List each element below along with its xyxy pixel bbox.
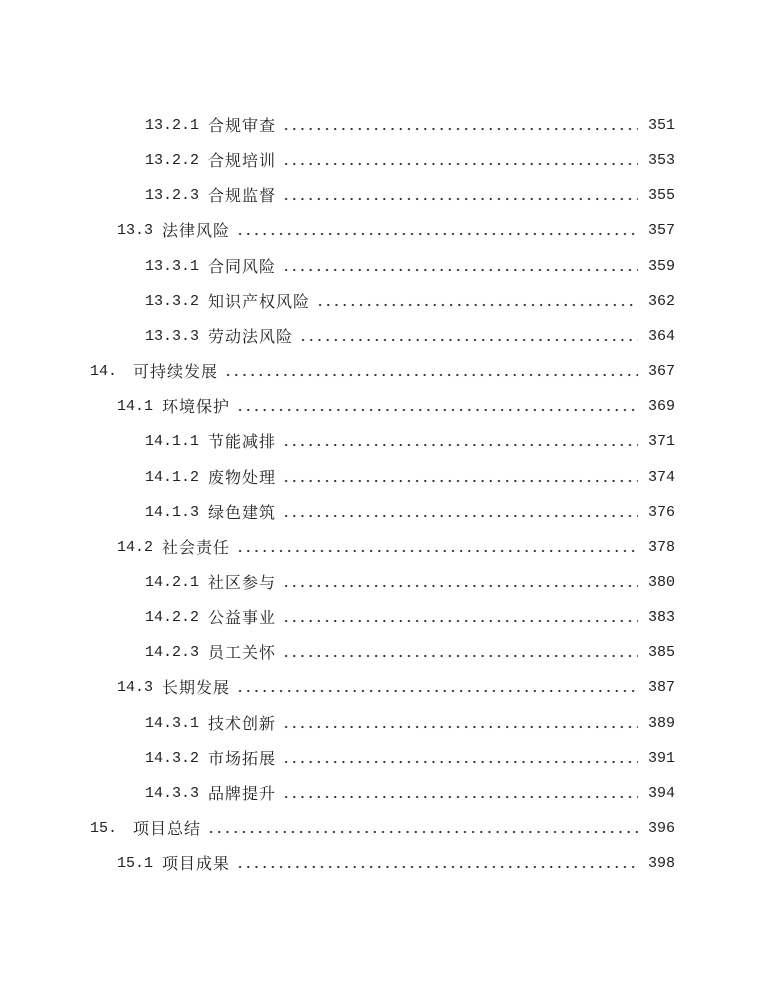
toc-entry-title: 合规培训	[208, 151, 277, 171]
toc-entry-title: 合同风险	[208, 256, 277, 276]
toc-entry	[117, 852, 675, 874]
dot-leader	[282, 479, 638, 483]
toc-entry	[145, 184, 675, 206]
dot-leader	[236, 865, 638, 869]
toc-entry-title: 知识产权风险	[208, 291, 311, 311]
toc-entry-number: 14.3.1	[145, 714, 200, 732]
toc-entry-title: 合规审查	[208, 116, 277, 135]
toc-entry	[145, 325, 675, 347]
toc-entry-page-number: 359	[647, 257, 675, 275]
dot-leader	[282, 654, 638, 658]
toc-entry-title: 可持续发展	[133, 362, 219, 381]
dot-leader	[299, 338, 638, 342]
toc-entry-page-number: 396	[647, 820, 675, 837]
toc-entry-title: 项目总结	[133, 819, 202, 838]
toc-entry-page-number: 353	[647, 152, 675, 170]
dot-leader	[282, 760, 638, 764]
toc-entry-page-number: 362	[647, 292, 675, 310]
toc-entry-title: 劳动法风险	[208, 326, 294, 346]
toc-entry-number: 14.1.3	[145, 503, 200, 521]
toc-entry-page-number: 389	[647, 714, 675, 732]
toc-entry-title: 员工关怀	[208, 643, 277, 663]
toc-entry-title: 市场拓展	[208, 748, 277, 768]
toc-entry-page-number: 351	[647, 117, 675, 134]
toc-entry-number: 14.2.1	[145, 574, 200, 591]
toc-entry-title: 长期发展	[162, 678, 231, 698]
toc-entry-title: 技术创新	[208, 713, 277, 733]
dot-leader	[236, 689, 638, 693]
toc-entry	[90, 360, 675, 382]
toc-entry-number: 14.3	[117, 679, 154, 697]
toc-entry-number: 13.3.1	[145, 257, 200, 275]
toc-entry-page-number: 364	[647, 327, 675, 345]
toc-entry-number: 15.	[90, 820, 118, 837]
dot-leader	[282, 514, 638, 518]
toc-entry-page-number: 391	[647, 749, 675, 767]
dot-leader	[282, 162, 638, 166]
toc-entry	[117, 536, 675, 558]
toc-entry	[117, 676, 675, 698]
dot-leader	[282, 584, 638, 588]
toc-entry-page-number: 385	[647, 644, 675, 662]
dot-leader	[282, 443, 638, 447]
toc-entry-number: 14.2.3	[145, 644, 200, 662]
dot-leader	[282, 268, 638, 272]
toc-entry-page-number: 383	[647, 609, 675, 627]
toc-entry-title: 废物处理	[208, 467, 277, 487]
toc-entry-page-number: 394	[647, 784, 675, 802]
dot-leader	[207, 830, 638, 834]
toc-entry	[145, 571, 675, 593]
toc-entry-page-number: 387	[647, 679, 675, 697]
dot-leader	[282, 619, 638, 623]
toc-entry-page-number: 380	[647, 574, 675, 591]
toc-entry-number: 14.3.3	[145, 784, 200, 802]
toc-entry-number: 13.2.1	[145, 117, 200, 134]
toc-entry	[145, 290, 675, 312]
dot-leader	[236, 549, 638, 553]
toc-entry-page-number: 371	[647, 433, 675, 451]
toc-entry	[145, 606, 675, 628]
toc-entry-number: 14.	[90, 363, 118, 380]
toc-entry	[145, 255, 675, 277]
dot-leader	[282, 795, 638, 799]
toc-entry	[145, 712, 675, 734]
dot-leader	[282, 127, 638, 131]
toc-entry-number: 13.2.3	[145, 187, 200, 205]
toc-entry-title: 法律风险	[162, 221, 231, 241]
toc-entry-page-number: 376	[647, 503, 675, 521]
toc-entry-title: 环境保护	[162, 397, 231, 417]
toc-entry-number: 13.3.3	[145, 327, 200, 345]
toc-entry	[117, 395, 675, 417]
toc-entry	[117, 219, 675, 241]
dot-leader	[282, 197, 638, 201]
toc-entry	[145, 782, 675, 804]
toc-entry-title: 合规监督	[208, 186, 277, 206]
toc-entry	[145, 430, 675, 452]
dot-leader	[224, 373, 638, 377]
dot-leader	[236, 408, 638, 412]
toc-entry-title: 公益事业	[208, 608, 277, 628]
toc-entry-page-number: 374	[647, 468, 675, 486]
toc-entry	[90, 817, 675, 839]
toc-entry-page-number: 398	[647, 855, 675, 873]
dot-leader	[282, 725, 638, 729]
toc-entry-number: 14.2.2	[145, 609, 200, 627]
toc-entry	[145, 114, 675, 136]
toc-entry-number: 14.2	[117, 538, 154, 556]
toc-entry-title: 项目成果	[162, 854, 231, 874]
toc-entry-title: 品牌提升	[208, 783, 277, 803]
toc-entry-number: 15.1	[117, 855, 154, 873]
toc-entry-title: 社会责任	[162, 537, 231, 557]
toc-entry-title: 绿色建筑	[208, 502, 277, 522]
toc-entry-page-number: 355	[647, 187, 675, 205]
toc-entry-number: 14.1.1	[145, 433, 200, 451]
toc-entry-title: 社区参与	[208, 573, 277, 592]
toc-entry	[145, 641, 675, 663]
dot-leader	[236, 232, 638, 236]
toc-entry-number: 13.3	[117, 222, 154, 240]
toc-entry-number: 14.1.2	[145, 468, 200, 486]
toc-entry-page-number: 378	[647, 538, 675, 556]
toc-entry	[145, 501, 675, 523]
toc-entry-page-number: 369	[647, 398, 675, 416]
toc-entry	[145, 149, 675, 171]
toc-entry-page-number: 357	[647, 222, 675, 240]
toc-entry-number: 13.2.2	[145, 152, 200, 170]
toc-entry-number: 14.1	[117, 398, 154, 416]
toc-entry-number: 13.3.2	[145, 292, 200, 310]
toc-entry	[145, 466, 675, 488]
dot-leader	[316, 303, 638, 307]
toc-entry-number: 14.3.2	[145, 749, 200, 767]
toc-entry	[145, 747, 675, 769]
toc-entry-page-number: 367	[647, 363, 675, 380]
toc-entry-title: 节能减排	[208, 432, 277, 452]
